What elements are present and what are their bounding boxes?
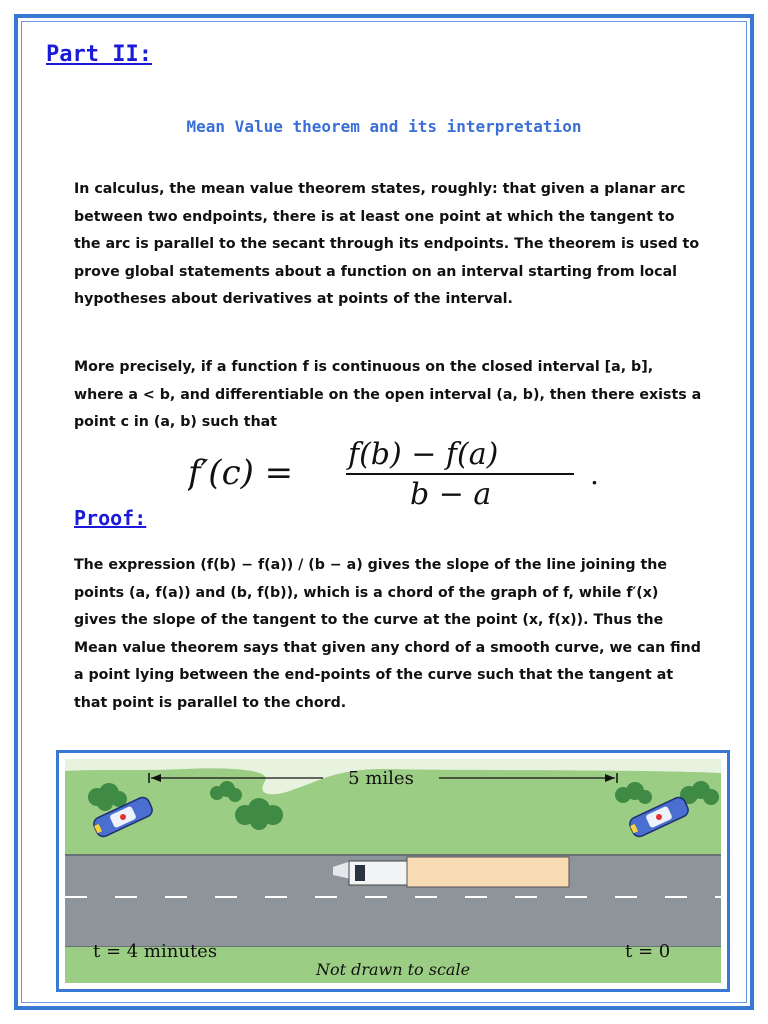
formula-numerator: f(b) − f(a) xyxy=(348,437,499,472)
truck-icon xyxy=(333,857,569,887)
formula-denominator: b − a xyxy=(410,477,492,510)
figure-caption: Not drawn to scale xyxy=(315,960,471,979)
left-time-label: t = 4 minutes xyxy=(93,941,218,962)
mean-value-formula xyxy=(188,436,608,510)
distance-label: 5 miles xyxy=(348,768,414,789)
speed-trap-illustration xyxy=(65,759,721,983)
proof-title: Proof: xyxy=(74,506,147,530)
speed-trap-figure xyxy=(56,750,730,992)
formula-period: . xyxy=(590,458,599,491)
formula-lhs: f′(c) = xyxy=(188,453,294,493)
precise-statement-paragraph: More precisely, if a function f is continuous on the closed interval [a, b], where a < b, and differentiable on the open interval (a, b), then there exists a point c in (a, b) such that xyxy=(74,359,702,430)
right-time-label: t = 0 xyxy=(625,941,671,962)
proof-paragraph: The expression (f(b) − f(a)) / (b − a) gives the slope of the line joining the points (a, f(a)) and (b, f(b)), which is a chord of the graph of f, while f′(x) gives the slope of the tangent to the curve at the point (x, f(x)). Thus the Mean value theorem says that given any chord of a smooth curve, we can find a point lying between the end-points of the curve such that the tangent at that point is parallel to the chord. xyxy=(74,557,701,711)
intro-paragraph: In calculus, the mean value theorem states, roughly: that given a planar arc between two endpoints, there is at least one point at which the tangent to the arc is parallel to the secant through its endpoints. The theorem is used to prove global statements about a function on an interval starting from local hypotheses about derivatives at points of the interval. xyxy=(74,181,700,307)
part-title: Part II: xyxy=(46,42,152,67)
section-title: Mean Value theorem and its interpretation xyxy=(186,117,582,136)
